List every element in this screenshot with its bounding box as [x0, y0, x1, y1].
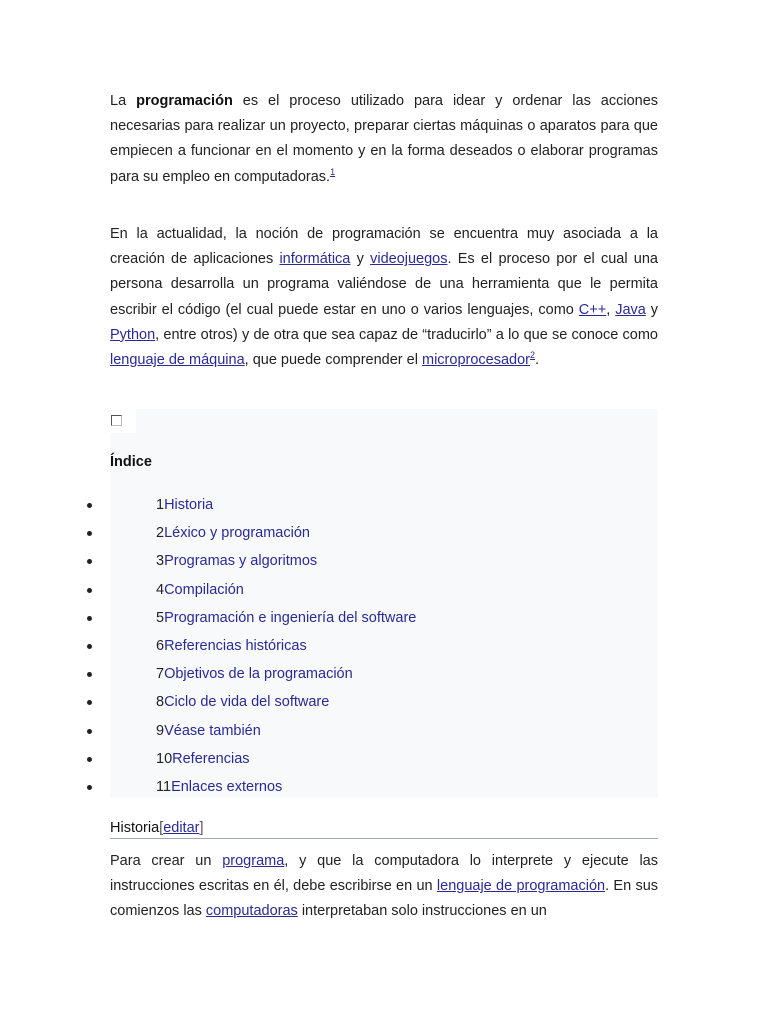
- toc-item-label[interactable]: Historia: [164, 497, 214, 513]
- toc-toggle-checkbox[interactable]: [111, 415, 122, 426]
- link-lenguaje-de-maquina[interactable]: lenguaje de máquina: [110, 352, 245, 369]
- bullet-icon: [87, 700, 92, 705]
- para2-text-7: , que puede comprender el: [244, 352, 418, 369]
- toc-item-number: 5: [156, 609, 165, 626]
- toc-item-label[interactable]: Programación e ingeniería del software: [164, 609, 417, 626]
- toc-item-number: 11: [156, 778, 172, 795]
- toc-item[interactable]: [0, 689, 658, 717]
- toc-item-label[interactable]: Compilación: [164, 581, 244, 598]
- applications-paragraph: [110, 222, 658, 373]
- para4-text-2: , y que la computadora lo interprete y ejecute las instrucciones escritas en él, debe escribirse en un: [110, 853, 658, 895]
- toc-item[interactable]: [0, 633, 658, 661]
- toc-item-entry[interactable]: [156, 525, 310, 541]
- toc-item-entry[interactable]: [156, 638, 307, 654]
- intro-text-gap: para: [184, 118, 214, 135]
- link-python[interactable]: Python: [110, 326, 156, 343]
- toc-item-entry[interactable]: [156, 610, 416, 626]
- intro-bold-term: programación: [136, 93, 233, 109]
- toc-item-label[interactable]: Referencias: [172, 750, 250, 767]
- toc-item-number: 7: [156, 666, 165, 683]
- section-heading-historia: [110, 820, 658, 839]
- toc-item-label[interactable]: Objetivos de la programación: [164, 666, 353, 683]
- toc-item-label[interactable]: Referencias históricas: [164, 637, 307, 654]
- intro-lead: La: [110, 93, 127, 109]
- link-cpp[interactable]: C++: [578, 301, 607, 318]
- toc-item-entry[interactable]: [156, 553, 317, 569]
- link-lenguaje-de-programacion[interactable]: lenguaje de programación: [436, 878, 606, 895]
- edit-close-bracket: ]: [199, 820, 204, 836]
- toc-item-number: 8: [156, 694, 165, 711]
- toc-item-number: 10: [156, 750, 173, 767]
- para2-text-5: y: [650, 301, 659, 318]
- toc-item[interactable]: [0, 774, 658, 802]
- para2-text-8: .: [535, 352, 540, 369]
- para2-text-3: . Es el proceso por el cual una persona desarrolla un programa valiéndose de una herramienta que le permita escribir el código (el cual puede estar en uno o varios lenguajes, como: [110, 251, 658, 318]
- footnote-ref-1[interactable]: 1: [330, 166, 336, 177]
- toc-item-number: 4: [156, 581, 165, 598]
- toc-item-label[interactable]: Léxico y programación: [164, 525, 310, 542]
- bullet-icon: [87, 588, 92, 593]
- history-paragraph: [110, 849, 658, 925]
- toc-item-number: 1: [156, 497, 165, 513]
- toc-item[interactable]: [0, 746, 658, 774]
- toc-item[interactable]: [0, 492, 658, 520]
- bullet-icon: [87, 729, 92, 734]
- footnote-ref-2[interactable]: 2: [530, 350, 536, 361]
- link-videojuegos[interactable]: videojuegos: [370, 251, 448, 268]
- bullet-icon: [87, 503, 92, 508]
- intro-text-1: es el proceso utilizado para idear y ordenar las acciones necesarias: [110, 93, 659, 135]
- toc-item-entry[interactable]: [156, 779, 282, 795]
- toc-item[interactable]: [0, 577, 658, 605]
- para4-text-4: interpretaban solo instrucciones en un: [301, 903, 547, 920]
- intro-text-2: realizar un proyecto, preparar ciertas máquinas o aparatos para que empiecen a funcionar en el momento y en la forma deseados o elaborar programas para su empleo en computadoras.: [110, 118, 658, 185]
- toc-list: [0, 492, 658, 802]
- para2-text-2: y: [356, 251, 364, 268]
- toc-title: Índice: [110, 454, 152, 470]
- toc-item[interactable]: [0, 718, 658, 746]
- toc-item-number: 2: [156, 525, 165, 542]
- toc-item-entry[interactable]: [156, 582, 244, 598]
- toc-item-label[interactable]: Programas y algoritmos: [164, 553, 318, 570]
- toc-item-entry[interactable]: [156, 666, 353, 682]
- bullet-icon: [87, 559, 92, 564]
- toc-item-number: 6: [156, 637, 165, 654]
- para4-text-1: Para crear un: [110, 853, 212, 869]
- link-computadoras[interactable]: computadoras: [205, 903, 298, 920]
- section-title: Historia: [110, 820, 160, 836]
- toc-item-entry[interactable]: [156, 694, 329, 710]
- bullet-icon: [87, 785, 92, 790]
- para2-text-1: En la actualidad, la noción de programación se encuentra muy asociada a la creación de aplicaciones: [110, 226, 658, 268]
- toc-item-entry[interactable]: [156, 497, 213, 513]
- bullet-icon: [87, 616, 92, 621]
- edit-section-link[interactable]: editar: [163, 820, 200, 836]
- edit-open-bracket: [: [159, 820, 164, 836]
- para4-text-3: . En sus comienzos las: [110, 878, 659, 920]
- link-informatica[interactable]: informática: [279, 251, 351, 268]
- toc-item[interactable]: [0, 520, 658, 548]
- link-programa[interactable]: programa: [222, 853, 285, 869]
- bullet-icon: [87, 531, 92, 536]
- para2-text-6: , entre otros) y de otra que sea capaz de “traducirlo” a lo que se conoce como: [155, 326, 658, 343]
- bullet-icon: [87, 644, 92, 649]
- toc-item-label[interactable]: Véase también: [164, 722, 261, 739]
- toc-item[interactable]: [0, 661, 658, 689]
- toc-item-number: 9: [156, 722, 165, 739]
- bullet-icon: [87, 757, 92, 762]
- intro-paragraph: [110, 89, 658, 190]
- toc-item-label[interactable]: Enlaces externos: [171, 778, 283, 795]
- link-microprocesador[interactable]: microprocesador: [422, 352, 530, 369]
- link-java[interactable]: Java: [615, 301, 646, 318]
- para2-text-4: ,: [606, 301, 611, 318]
- toc-item[interactable]: [0, 548, 658, 576]
- toc-item-entry[interactable]: [156, 723, 261, 739]
- toc-item[interactable]: [0, 605, 658, 633]
- bullet-icon: [87, 672, 92, 677]
- toc-item-entry[interactable]: [156, 751, 250, 767]
- toc-item-number: 3: [156, 553, 165, 570]
- toc-item-label[interactable]: Ciclo de vida del software: [164, 694, 330, 711]
